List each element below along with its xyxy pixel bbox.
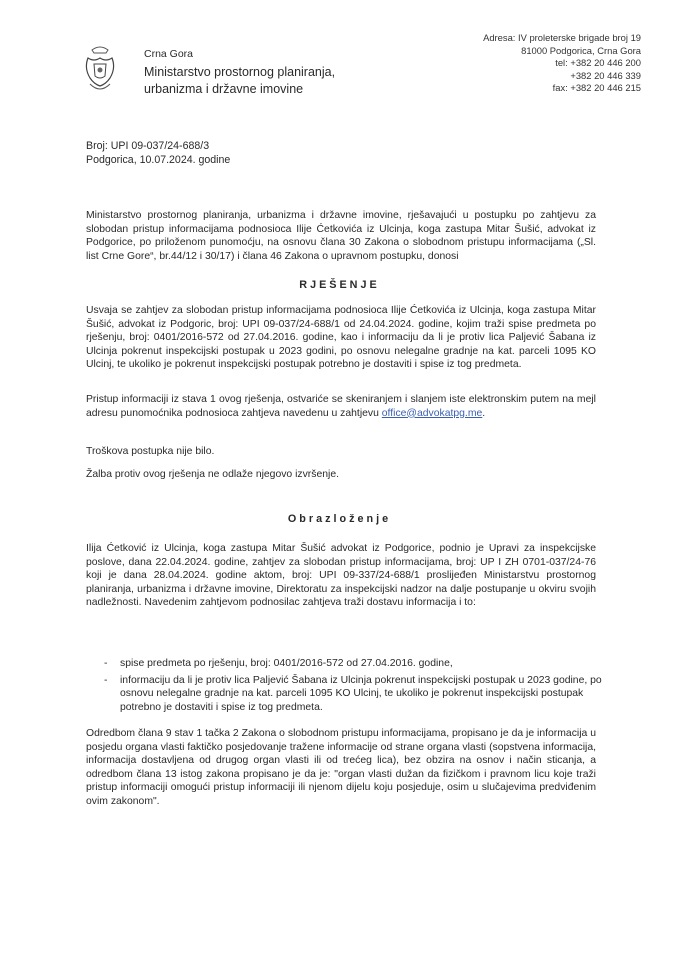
phone-line: tel: +382 20 446 200 <box>555 57 641 69</box>
intro-paragraph: Ministarstvo prostornog planiranja, urbanizma i državne imovine, rješavajući u postupku po zahtjevu za slobodan pristup informacijama podnosioca Ilije Ćetkovića iz Ulcinja, koga zastupa Mitar Šušić, advokat iz Podgorice, po priloženom punomoćju, na osnovu člana 30 Zakona o slobodnom pristupu informacijama („Sl. list Crne Gore“, br.44/12 i 30/17) i člana 46 Zakona o upravnom postupku, donosi <box>86 210 596 262</box>
paragraph-end-dot: . <box>482 407 486 419</box>
email-link[interactable]: office@advokatpg.me <box>381 407 483 419</box>
reasoning-paragraph-2: Odredbom člana 9 stav 1 tačka 2 Zakona o slobodnom pristupu informacijama, propisano je da je informacija u posjedu organa vlasti faktičko posjedovanje tražene informacije od strane organa vlasti (sopstvena informacija, informacija dostavljena od drugog organ vlasti ili od trećeg lica), bez obzira na osnov i način sticanja, a odredbom člana 13 istog zakona propisano je da je: "organ vlasti dužan da fizičkom i pravnom licu koje traži pristup informaciji omogući pristup informaciji ili njenom dijelu koju posjeduje, osim u slučajevima predviđenim ovim zakonom". <box>86 728 596 807</box>
list-item: - spise predmeta po rješenju, broj: 0401/2016-572 od 27.04.2016. godine, <box>104 657 604 671</box>
fax-line: fax: +382 20 446 215 <box>552 82 641 94</box>
decision-paragraph-4: Žalba protiv ovog rješenja ne odlaže njegovo izvršenje. <box>86 469 339 480</box>
coat-of-arms-icon <box>82 44 118 96</box>
decision-title: RJEŠENJE <box>299 279 380 291</box>
requested-items-list <box>104 657 604 717</box>
reference-number: Broj: UPI 09-037/24-688/3 <box>86 140 210 152</box>
postal-line: 81000 Podgorica, Crna Gora <box>521 44 641 56</box>
list-item: - informaciju da li je protiv lica Paljević Šabana iz Ulcinja pokrenut inspekcijski postupak u 2023 godine, po osnovu nelegalne gradnje na kat. parceli 1095 KO Ulcinj, te ukoliko je pokrenut inspekcijski postupak potrebno je dostaviti i spise iz tog predmeta. <box>104 674 604 715</box>
reasoning-title: Obrazloženje <box>287 513 392 525</box>
decision-paragraph-3: Troškova postupka nije bilo. <box>86 446 215 457</box>
address-line: Adresa: IV proleterske brigade broj 19 <box>483 32 641 43</box>
decision-paragraph-1: Usvaja se zahtjev za slobodan pristup informacijama podnosioca Ilije Ćetkovića iz Ulcinja, koga zastupa Mitar Šušić, advokat iz Podgoric, broj: UPI 09-037/24-688/1 od 24.04.2024. godine, kojim traži spise predmeta po rješenju, broj: 0401/2016-572 od 27.04.2016. godine, kao i informaciju da li je protiv lica Paljević Šabana iz Ulcinja pokrenut inspekcijski postupak u 2023 godini, po osnovu nelegalne gradnje na kat. parceli 1095 KO Ulcinj, te ukoliko je pokrenut inspekcijski postupak potrebno je dostaviti i spise iz tog predmeta. <box>86 305 596 370</box>
ministry-name-line2: urbanizma i državne imovine <box>144 82 304 96</box>
decision-paragraph-2-text: Pristup informaciji iz stava 1 ovog rješenja, ostvariće se skeniranjem i slanjem iste elektronskim putem na mejl adresu punomoćnika podnosioca zahtjeva navedenu u zahtjevu <box>86 394 596 419</box>
country-name: Crna Gora <box>144 48 194 60</box>
decision-paragraph-2 <box>86 393 596 420</box>
phone-line-2: +382 20 446 339 <box>570 69 641 81</box>
place-date: Podgorica, 10.07.2024. godine <box>86 153 231 166</box>
contact-block <box>421 32 641 95</box>
ministry-name-line1: Ministarstvo prostornog planiranja, <box>144 65 336 79</box>
reference-block <box>86 140 230 167</box>
reasoning-paragraph-1: Ilija Ćetković iz Ulcinja, koga zastupa Mitar Šušić advokat iz Podgorice, podnio je Upravi za inspekcijske poslove, dana 22.04.2024. godine, zahtjev za slobodan pristup informacijama, broj: UP I ZH 0701-037/24-76 koji je dana 28.04.2024. godine aktom, broj: UPI 09-337/24-688/1 proslijeđen Ministarstvu prostornog planiranja, urbanizma i državne imovine, Direktoratu za inspekcijski nadzor na dalje postupanje u okviru svojih nadležnosti. Navedenim zahtjevom podnosilac zahtjeva traži dostavu informacija i to: <box>86 543 596 608</box>
ministry-header <box>144 48 384 98</box>
